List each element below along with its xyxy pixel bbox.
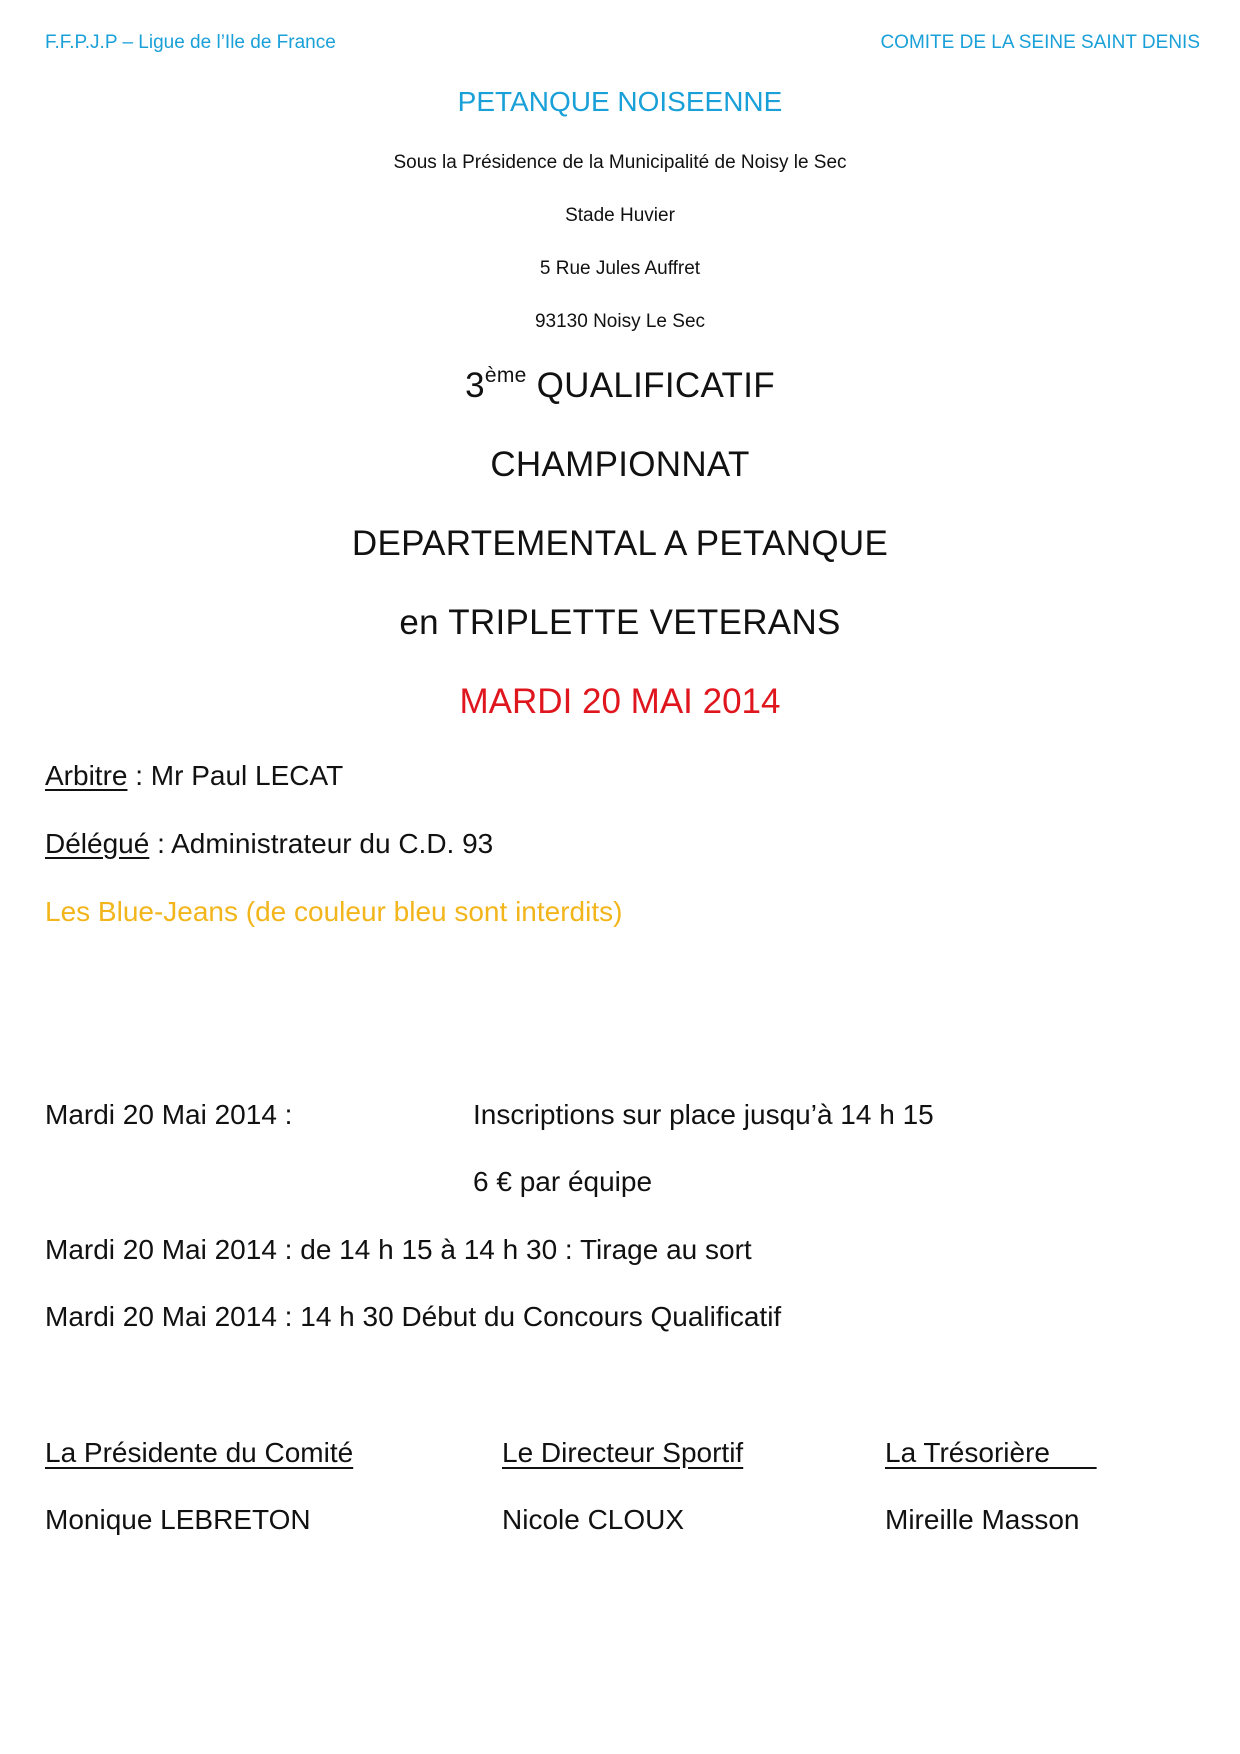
event-title-line4: en TRIPLETTE VETERANS (399, 603, 841, 642)
club-name: PETANQUE NOISEENNE (457, 86, 783, 117)
header-committee: COMITE DE LA SEINE SAINT DENIS (880, 32, 1200, 53)
delegate-line (45, 828, 493, 860)
street-address: 5 Rue Jules Auffret (539, 258, 701, 279)
venue-name: Stade Huvier (565, 205, 675, 226)
delegate-value: : Administrateur du C.D. 93 (149, 828, 494, 859)
referee-line (45, 760, 343, 792)
signature-title-president: La Présidente du Comité (45, 1437, 354, 1468)
signature-title-treasurer: La Trésorière (885, 1437, 1097, 1468)
schedule-draw: Mardi 20 Mai 2014 : de 14 h 15 à 14 h 30 : Tirage au sort (45, 1234, 752, 1265)
signature-name-president: Monique LEBRETON (45, 1504, 311, 1535)
event-title-line3: DEPARTEMENTAL A PETANQUE (351, 524, 889, 563)
postal-city: 93130 Noisy Le Sec (534, 311, 706, 332)
entry-fee: 6 € par équipe (473, 1166, 653, 1197)
event-title-line2: CHAMPIONNAT (490, 445, 750, 484)
signature-name-director: Nicole CLOUX (502, 1504, 685, 1535)
event-title-line1 (0, 366, 1240, 406)
signature-title-director: Le Directeur Sportif (502, 1437, 744, 1468)
ordinal-number: 3 (465, 366, 485, 405)
referee-value: : Mr Paul LECAT (127, 760, 344, 791)
schedule-row1-date: Mardi 20 Mai 2014 : (45, 1099, 293, 1130)
signature-name-treasurer: Mireille Masson (885, 1504, 1080, 1535)
ordinal-suffix: ème (484, 364, 527, 387)
schedule-start: Mardi 20 Mai 2014 : 14 h 30 Début du Concours Qualificatif (45, 1301, 782, 1332)
referee-label: Arbitre (45, 760, 128, 791)
patronage-line: Sous la Présidence de la Municipalité de Noisy le Sec (393, 152, 847, 173)
delegate-label: Délégué (45, 828, 150, 859)
header-federation: F.F.P.J.P – Ligue de l’Ile de France (45, 32, 336, 53)
event-date: MARDI 20 MAI 2014 (459, 682, 781, 721)
dress-code-notice: Les Blue-Jeans (de couleur bleu sont interdits) (45, 896, 623, 927)
qualificatif-label: QUALIFICATIF (526, 366, 775, 405)
schedule-row1-text: Inscriptions sur place jusqu’à 14 h 15 (473, 1099, 934, 1130)
